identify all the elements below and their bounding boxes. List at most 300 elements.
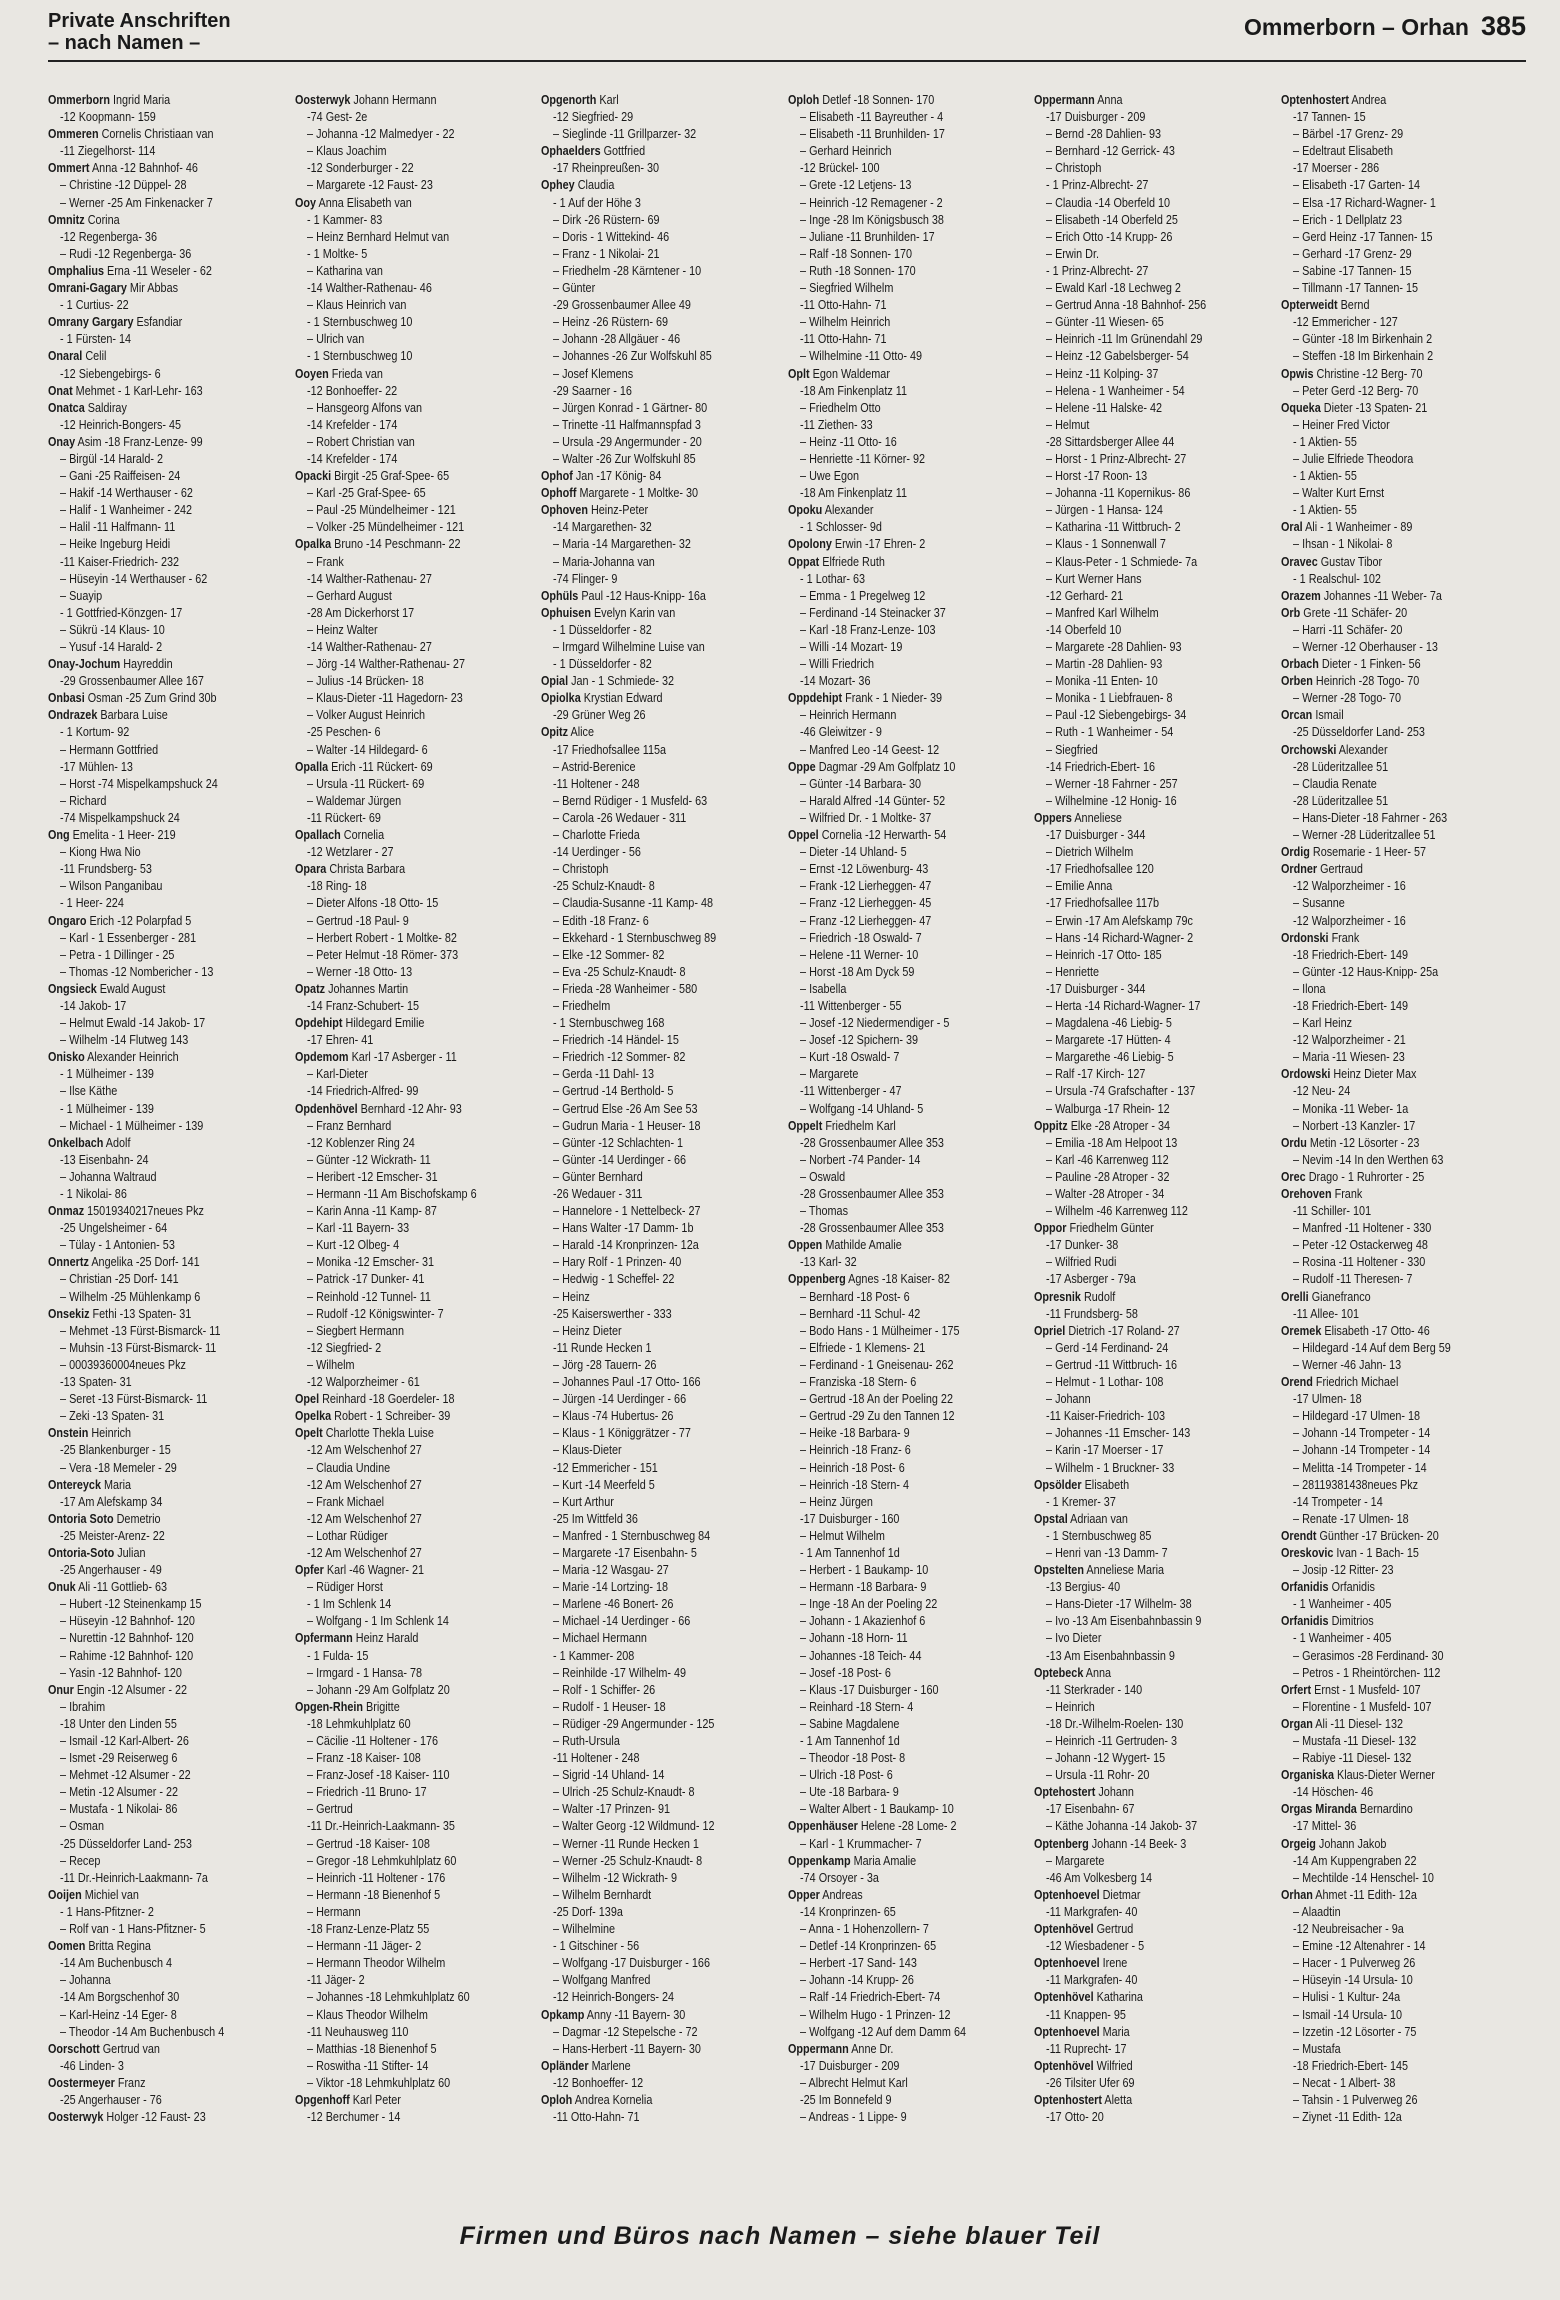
list-item bbox=[1281, 1494, 1528, 1511]
entry-detail: -25 Schulz-Knaudt- 8 bbox=[553, 879, 655, 894]
surname: Oravec bbox=[1280, 554, 1318, 569]
list-item bbox=[1281, 1237, 1528, 1254]
surname: Onisko bbox=[48, 1050, 85, 1065]
entry-detail: Friedrich Michael bbox=[1312, 1375, 1399, 1390]
entry-detail: – Kiong Hwa Nio bbox=[60, 845, 141, 860]
entry-detail: – Thomas -12 Nombericher - 13 bbox=[60, 964, 214, 979]
entry-detail: – Franz -12 Lierheggen- 45 bbox=[799, 896, 932, 911]
list-item bbox=[541, 2109, 788, 2126]
list-item bbox=[1281, 1596, 1528, 1613]
list-item bbox=[1034, 1460, 1281, 1477]
entry-detail: – Wilhelm bbox=[306, 1357, 355, 1372]
entry-detail: – Wilfried Rudi bbox=[1046, 1255, 1117, 1270]
entry-detail: Alexander bbox=[822, 503, 874, 518]
entry-detail: – Harald -14 Kronprinzen- 12a bbox=[553, 1238, 699, 1253]
list-item bbox=[1281, 656, 1519, 673]
surname: Orbach bbox=[1280, 657, 1319, 672]
entry-detail: Andrea bbox=[1348, 93, 1387, 107]
header-left-line2: – nach Namen – bbox=[48, 32, 201, 54]
list-item bbox=[48, 1254, 286, 1271]
entry-detail: Gertraud bbox=[1317, 862, 1363, 877]
list-item bbox=[48, 246, 295, 263]
entry-detail: – Johannes -18 Teich- 44 bbox=[799, 1648, 922, 1663]
entry-detail: -18 Lehmkuhlplatz 60 bbox=[306, 1716, 411, 1731]
entry-detail: – Johann -28 Allgäuer - 46 bbox=[553, 332, 681, 347]
entry-detail: -11 Wittenberger - 55 bbox=[799, 998, 902, 1013]
entry-detail: – Izzetin -12 Lösorter - 75 bbox=[1293, 2024, 1417, 2039]
surname: Opdehipt bbox=[294, 1016, 343, 1031]
entry-detail: – Inge -18 An der Poeling 22 bbox=[799, 1597, 938, 1612]
list-item bbox=[1034, 1818, 1281, 1835]
surname: Ophoff bbox=[541, 486, 577, 501]
list-item bbox=[541, 1801, 788, 1818]
list-item bbox=[1034, 1545, 1281, 1562]
entry-detail: – Siegbert Hermann bbox=[306, 1323, 404, 1338]
entry-detail: Gertrud van bbox=[99, 2041, 160, 2056]
entry-detail: - 1 Fulda- 15 bbox=[306, 1648, 369, 1663]
surname: Ordonski bbox=[1280, 930, 1329, 945]
entry-detail: – Gerda -11 Dahl- 13 bbox=[553, 1067, 655, 1082]
entry-detail: – Birgül -14 Harald- 2 bbox=[60, 451, 163, 466]
column-3 bbox=[541, 92, 788, 2202]
list-item bbox=[48, 1545, 286, 1562]
list-item bbox=[788, 776, 1035, 793]
list-item bbox=[1281, 1152, 1528, 1169]
list-item bbox=[541, 690, 779, 707]
entry-detail: – Theodor -18 Post- 8 bbox=[799, 1751, 905, 1766]
list-item bbox=[48, 434, 286, 451]
list-item bbox=[541, 1357, 788, 1374]
entry-detail: -17 Friedhofsallee 120 bbox=[1046, 862, 1155, 877]
list-item bbox=[295, 981, 533, 998]
list-item bbox=[541, 1989, 788, 2006]
entry-detail: Cornelia -12 Herwarth- 54 bbox=[818, 828, 947, 843]
list-item bbox=[48, 468, 295, 485]
entry-detail: – Hans-Dieter -18 Fahrner - 263 bbox=[1293, 810, 1448, 825]
entry-detail: - 1 Lothar- 63 bbox=[799, 571, 865, 586]
entry-detail: – Marie -14 Lortzing- 18 bbox=[553, 1580, 669, 1595]
entry-detail: -25 Meister-Arenz- 22 bbox=[60, 1528, 165, 1543]
list-item bbox=[295, 1836, 542, 1853]
entry-detail: – Maria -12 Wasgau- 27 bbox=[553, 1563, 670, 1578]
entry-detail: – Irmgard Wilhelmine Luise van bbox=[553, 640, 705, 654]
entry-detail: – Wilhelm Bernhardt bbox=[553, 1887, 652, 1902]
list-item bbox=[48, 895, 295, 912]
entry-detail: – Heinz Dieter bbox=[553, 1323, 622, 1338]
list-item bbox=[1034, 1408, 1281, 1425]
list-item bbox=[788, 2092, 1035, 2109]
surname: Opara bbox=[294, 862, 326, 877]
list-item bbox=[48, 1032, 295, 1049]
entry-detail: Saldiray bbox=[84, 400, 127, 415]
surname: Oppermann bbox=[787, 2041, 849, 2056]
entry-detail: – Ruth - 1 Wanheimer - 54 bbox=[1046, 725, 1174, 740]
entry-detail: Katharina bbox=[1093, 1990, 1144, 2005]
entry-detail: – Herbert -17 Sand- 143 bbox=[799, 1956, 917, 1971]
list-item bbox=[295, 1237, 542, 1254]
entry-detail: Frieda van bbox=[328, 366, 383, 381]
entry-detail: – Heinrich -11 Holtener - 176 bbox=[306, 1870, 445, 1885]
entry-detail: – Werner -28 Togo- 70 bbox=[1293, 691, 1401, 706]
list-item bbox=[1281, 1853, 1528, 1870]
entry-detail: – Ismail -12 Karl-Albert- 26 bbox=[60, 1734, 189, 1748]
list-item bbox=[541, 1032, 788, 1049]
list-item bbox=[295, 229, 542, 246]
list-item bbox=[1281, 1477, 1528, 1494]
surname: Orb bbox=[1280, 605, 1301, 620]
entry-detail: – Isabella bbox=[799, 981, 847, 996]
entry-detail: -74 Mispelkampshuck 24 bbox=[60, 810, 180, 825]
list-item bbox=[541, 1169, 788, 1186]
list-item bbox=[295, 605, 542, 622]
list-item bbox=[48, 160, 286, 177]
list-item bbox=[295, 1630, 533, 1647]
list-item bbox=[1034, 930, 1281, 947]
list-item bbox=[1034, 1425, 1281, 1442]
list-item bbox=[295, 1494, 542, 1511]
list-item bbox=[788, 297, 1035, 314]
entry-detail: – Peter -12 Ostackerweg 48 bbox=[1293, 1238, 1428, 1253]
entry-detail: Adriaan van bbox=[1068, 1511, 1129, 1526]
list-item bbox=[1034, 366, 1281, 383]
surname: Orfert bbox=[1280, 1682, 1312, 1697]
list-item bbox=[295, 1186, 542, 1203]
entry-detail: Bernardino bbox=[1356, 1802, 1413, 1817]
entry-detail: -11 Jäger- 2 bbox=[306, 1973, 365, 1988]
entry-detail: – Hulisi - 1 Kultur- 24a bbox=[1293, 1990, 1401, 2005]
list-item bbox=[788, 964, 1035, 981]
entry-detail: – Irmgard - 1 Hansa- 78 bbox=[306, 1665, 422, 1680]
list-item bbox=[541, 861, 788, 878]
list-item bbox=[541, 1596, 788, 1613]
entry-detail: Andreas bbox=[819, 1887, 863, 1902]
entry-detail: – Manfred - 1 Sternbuschweg 84 bbox=[553, 1528, 711, 1543]
entry-detail: -12 Am Welschenhof 27 bbox=[306, 1443, 422, 1458]
list-item bbox=[541, 1938, 788, 1955]
entry-detail: – Gerasimos -28 Ferdinand- 30 bbox=[1293, 1648, 1444, 1663]
list-item bbox=[295, 656, 542, 673]
list-item bbox=[541, 1887, 788, 1904]
entry-detail: -17 Tannen- 15 bbox=[1293, 110, 1366, 125]
entry-detail: -18 Dr.-Wilhelm-Roelen- 130 bbox=[1046, 1716, 1184, 1731]
list-item bbox=[788, 331, 1035, 348]
list-item bbox=[295, 280, 542, 297]
entry-detail: – Michael Hermann bbox=[553, 1631, 648, 1646]
list-item bbox=[48, 810, 295, 827]
list-item bbox=[541, 656, 788, 673]
entry-detail: – Elisabeth -17 Garten- 14 bbox=[1293, 178, 1421, 193]
surname: Omrany Gargary bbox=[48, 315, 134, 330]
entry-detail: – Johannes Paul -17 Otto- 166 bbox=[553, 1375, 701, 1390]
entry-detail: – Klaus - 1 Sonnenwall 7 bbox=[1046, 537, 1167, 552]
entry-detail: – Günter Bernhard bbox=[553, 1169, 643, 1184]
list-item bbox=[48, 1340, 295, 1357]
entry-detail: – Metin -12 Alsumer - 22 bbox=[60, 1785, 179, 1800]
surname: Opelt bbox=[294, 1426, 323, 1441]
entry-detail: – Hermann bbox=[306, 1904, 361, 1919]
entry-detail: – Elsa -17 Richard-Wagner- 1 bbox=[1293, 195, 1436, 210]
list-item bbox=[1281, 1169, 1519, 1186]
entry-detail: – Tillmann -17 Tannen- 15 bbox=[1293, 281, 1419, 296]
list-item bbox=[295, 348, 542, 365]
list-item bbox=[48, 690, 286, 707]
list-item bbox=[541, 143, 779, 160]
entry-detail: Frank bbox=[1328, 930, 1360, 945]
list-item bbox=[1034, 1716, 1281, 1733]
surname: Orec bbox=[1280, 1169, 1306, 1184]
entry-detail: – Johanna bbox=[60, 1973, 111, 1988]
entry-detail: – Petros - 1 Rheintörchen- 112 bbox=[1293, 1665, 1441, 1680]
list-item bbox=[295, 383, 542, 400]
entry-detail: – Kurt Arthur bbox=[553, 1494, 615, 1509]
surname: Onay bbox=[48, 434, 76, 449]
entry-detail: – Heinz -11 Kolping- 37 bbox=[1046, 366, 1159, 381]
list-item bbox=[541, 844, 788, 861]
list-item bbox=[1034, 673, 1281, 690]
list-item bbox=[295, 1665, 542, 1682]
entry-detail: – Ferdinand - 1 Gneisenau- 262 bbox=[799, 1357, 954, 1372]
entry-detail: -11 Otto-Hahn- 71 bbox=[553, 2110, 640, 2125]
entry-detail: -11 Holtener - 248 bbox=[553, 776, 640, 791]
list-item bbox=[1034, 1989, 1272, 2006]
list-item bbox=[295, 844, 542, 861]
entry-detail: – Ursula -74 Grafschafter - 137 bbox=[1046, 1084, 1196, 1099]
entry-detail: -17 Eisenbahn- 67 bbox=[1046, 1802, 1135, 1817]
list-item bbox=[541, 536, 788, 553]
list-item bbox=[1281, 1135, 1519, 1152]
entry-detail: Gottfried bbox=[600, 144, 646, 159]
entry-detail: Elke -28 Atroper - 34 bbox=[1068, 1118, 1171, 1133]
entry-detail: – Rüdiger -29 Angermunder - 125 bbox=[553, 1716, 715, 1731]
entry-detail: – Steffen -18 Im Birkenhain 2 bbox=[1293, 349, 1434, 364]
list-item bbox=[788, 1938, 1035, 1955]
list-item bbox=[295, 724, 542, 741]
list-item bbox=[788, 451, 1035, 468]
surname: Ommeren bbox=[48, 127, 99, 142]
list-item bbox=[1281, 964, 1528, 981]
list-item bbox=[1034, 895, 1281, 912]
surname: Oppenkamp bbox=[787, 1853, 851, 1868]
list-item bbox=[1034, 1323, 1272, 1340]
entry-detail: -12 Am Welschenhof 27 bbox=[306, 1477, 422, 1492]
list-item bbox=[1281, 92, 1519, 109]
list-item bbox=[48, 588, 295, 605]
list-item bbox=[788, 1169, 1035, 1186]
entry-detail: Anneliese bbox=[1072, 810, 1123, 825]
list-item bbox=[48, 2058, 295, 2075]
list-item bbox=[541, 331, 788, 348]
list-item bbox=[541, 1750, 788, 1767]
entry-detail: – Hermann -11 Jäger- 2 bbox=[306, 1939, 421, 1954]
surname: Opresnik bbox=[1034, 1289, 1082, 1304]
entry-detail: -11 Dr.-Heinrich-Laakmann- 7a bbox=[60, 1870, 208, 1885]
entry-detail: - 1 Aktien- 55 bbox=[1293, 469, 1357, 484]
list-item bbox=[1281, 776, 1528, 793]
list-item bbox=[541, 810, 788, 827]
list-item bbox=[788, 1989, 1035, 2006]
entry-detail: – Henriette bbox=[1046, 964, 1100, 979]
entry-detail: Birgit -25 Graf-Spee- 65 bbox=[330, 469, 449, 484]
entry-detail: – Sükrü -14 Klaus- 10 bbox=[60, 622, 165, 637]
list-item bbox=[48, 1135, 286, 1152]
entry-detail: -25 Düsseldorfer Land- 253 bbox=[1293, 725, 1425, 740]
list-item bbox=[1281, 1545, 1519, 1562]
entry-detail: – Heribert -12 Emscher- 31 bbox=[306, 1169, 438, 1184]
list-item bbox=[295, 2092, 533, 2109]
entry-detail: – Ivo -13 Am Eisenbahnbassin 9 bbox=[1046, 1614, 1202, 1629]
list-item bbox=[541, 92, 779, 109]
surname: Opper bbox=[787, 1887, 820, 1902]
list-item bbox=[1281, 280, 1528, 297]
list-item bbox=[48, 1511, 286, 1528]
list-item bbox=[1034, 1562, 1272, 1579]
entry-detail: Alice bbox=[568, 725, 595, 740]
entry-detail: -17 Mühlen- 13 bbox=[60, 759, 133, 774]
entry-detail: – Johanna -12 Malmedyer - 22 bbox=[306, 127, 455, 142]
list-item bbox=[1034, 434, 1281, 451]
entry-detail: – Sabine Magdalene bbox=[799, 1716, 900, 1731]
entry-detail: -25 Kaiserswerther - 333 bbox=[553, 1306, 672, 1321]
list-item bbox=[1281, 1870, 1528, 1887]
entry-detail: – Yasin -12 Bahnhof- 120 bbox=[60, 1665, 182, 1680]
entry-detail: – Margarete bbox=[799, 1067, 859, 1082]
list-item bbox=[788, 348, 1035, 365]
list-item bbox=[1034, 827, 1281, 844]
list-item bbox=[1034, 2075, 1281, 2092]
list-item bbox=[541, 1271, 788, 1288]
list-item bbox=[48, 639, 295, 656]
entry-detail: Paul -12 Haus-Knipp- 16a bbox=[578, 588, 707, 603]
list-item bbox=[788, 519, 1035, 536]
surname: Ophey bbox=[541, 178, 575, 193]
entry-detail: – Margarete -17 Hütten- 4 bbox=[1046, 1033, 1172, 1048]
list-item bbox=[541, 519, 788, 536]
entry-detail: Holger -12 Faust- 23 bbox=[103, 2110, 206, 2125]
surname: Optenhövel bbox=[1034, 1990, 1094, 2005]
entry-detail: – Helene -11 Werner- 10 bbox=[799, 947, 919, 962]
list-item bbox=[788, 1665, 1035, 1682]
entry-detail: - 1 Kammer- 208 bbox=[553, 1648, 635, 1663]
entry-detail: Wilfried bbox=[1093, 2058, 1134, 2073]
entry-detail: – Walter -28 Atroper - 34 bbox=[1046, 1187, 1165, 1201]
surname: Opoku bbox=[787, 503, 823, 518]
list-item bbox=[1034, 1613, 1281, 1630]
list-item bbox=[1034, 1237, 1281, 1254]
list-item bbox=[788, 160, 1035, 177]
list-item bbox=[48, 1271, 295, 1288]
entry-detail: - 1 Sternbuschweg 85 bbox=[1046, 1528, 1152, 1543]
surname: Orgeig bbox=[1280, 1836, 1316, 1851]
list-item bbox=[1034, 143, 1281, 160]
list-item bbox=[295, 622, 542, 639]
surname: Opstelten bbox=[1034, 1563, 1085, 1578]
entry-detail: Claudia bbox=[574, 178, 615, 193]
list-item bbox=[1034, 1682, 1281, 1699]
entry-detail: -11 Ziegelhorst- 114 bbox=[60, 144, 156, 159]
entry-detail: – Horst -74 Mispelkampshuck 24 bbox=[60, 776, 218, 791]
entry-detail: -12 Brückel- 100 bbox=[799, 161, 880, 176]
entry-detail: – Karl - 1 Krummacher- 7 bbox=[799, 1836, 922, 1851]
list-item bbox=[1281, 2024, 1528, 2041]
list-item bbox=[295, 2109, 542, 2126]
list-item bbox=[541, 160, 788, 177]
entry-detail: – Frank bbox=[306, 554, 344, 569]
surname: Oreskovic bbox=[1280, 1545, 1334, 1560]
list-item bbox=[1034, 1015, 1281, 1032]
list-item bbox=[1281, 1220, 1528, 1237]
entry-detail: – Horst - 1 Prinz-Albrecht- 27 bbox=[1046, 451, 1187, 466]
list-item bbox=[1281, 759, 1528, 776]
entry-detail: -11 Schiller- 101 bbox=[1293, 1204, 1372, 1219]
list-item bbox=[1281, 913, 1528, 930]
entry-detail: – Rudolf - 1 Heuser- 18 bbox=[553, 1699, 666, 1714]
entry-detail: – Sieglinde -11 Grillparzer- 32 bbox=[553, 127, 697, 142]
list-item bbox=[295, 366, 533, 383]
list-item bbox=[788, 1460, 1035, 1477]
list-item bbox=[48, 1716, 295, 1733]
list-item bbox=[48, 1374, 295, 1391]
entry-detail: – Wilhelm -25 Mühlenkamp 6 bbox=[60, 1289, 201, 1304]
entry-detail: – Suayip bbox=[60, 588, 103, 603]
list-item bbox=[1281, 1716, 1519, 1733]
list-item bbox=[541, 400, 788, 417]
list-item bbox=[1034, 639, 1281, 656]
list-item bbox=[1281, 1562, 1528, 1579]
list-item bbox=[295, 1169, 542, 1186]
entry-detail: – Johann -14 Krupp- 26 bbox=[799, 1973, 914, 1988]
entry-detail: Bernhard -12 Ahr- 93 bbox=[357, 1101, 462, 1116]
list-item bbox=[1281, 126, 1528, 143]
list-item bbox=[541, 1528, 788, 1545]
list-item bbox=[1281, 1767, 1519, 1784]
entry-detail: - 1 Wanheimer - 405 bbox=[1293, 1597, 1392, 1612]
entry-detail: – Gertrud -18 An der Poeling 22 bbox=[799, 1392, 953, 1407]
list-item bbox=[541, 195, 788, 212]
entry-detail: - 1 Auf der Höhe 3 bbox=[553, 195, 642, 210]
list-item bbox=[1034, 519, 1281, 536]
entry-detail: Ewald August bbox=[96, 981, 166, 996]
list-item bbox=[48, 1494, 295, 1511]
list-item bbox=[295, 1887, 542, 1904]
list-item bbox=[788, 1254, 1035, 1271]
list-item bbox=[1281, 1425, 1528, 1442]
entry-detail: – Margarethe -46 Liebig- 5 bbox=[1046, 1050, 1175, 1065]
entry-detail: – Josef -18 Post- 6 bbox=[799, 1665, 891, 1680]
entry-detail: – Gertrud -18 Kaiser- 108 bbox=[306, 1836, 430, 1851]
surname: Orfanidis bbox=[1280, 1580, 1329, 1595]
entry-detail: -17 Duisburger - 344 bbox=[1046, 828, 1146, 843]
list-item bbox=[48, 1391, 295, 1408]
entry-detail: Osman -25 Zum Grind 30b bbox=[84, 691, 217, 706]
entry-detail: -12 Siebengebirgs- 6 bbox=[60, 366, 161, 381]
entry-detail: – Bernhard -18 Post- 6 bbox=[799, 1289, 910, 1304]
list-item bbox=[48, 2007, 295, 2024]
list-item bbox=[295, 1408, 533, 1425]
list-item bbox=[295, 1306, 542, 1323]
entry-detail: Anny -11 Bayern- 30 bbox=[584, 2007, 686, 2022]
entry-detail: Hayreddin bbox=[120, 657, 173, 672]
entry-detail: – Ursula -11 Rohr- 20 bbox=[1046, 1768, 1150, 1783]
entry-detail: – Julie Elfriede Theodora bbox=[1293, 451, 1414, 466]
list-item bbox=[1034, 793, 1281, 810]
entry-detail: – Josef -12 Niedermendiger - 5 bbox=[799, 1016, 950, 1031]
entry-detail: – Hary Rolf - 1 Prinzen- 40 bbox=[553, 1255, 682, 1270]
list-item bbox=[541, 434, 788, 451]
entry-detail: -14 Am Kuppengraben 22 bbox=[1293, 1853, 1417, 1868]
list-item bbox=[1034, 810, 1272, 827]
surname: Oppelt bbox=[787, 1118, 823, 1133]
list-item bbox=[1281, 1613, 1519, 1630]
